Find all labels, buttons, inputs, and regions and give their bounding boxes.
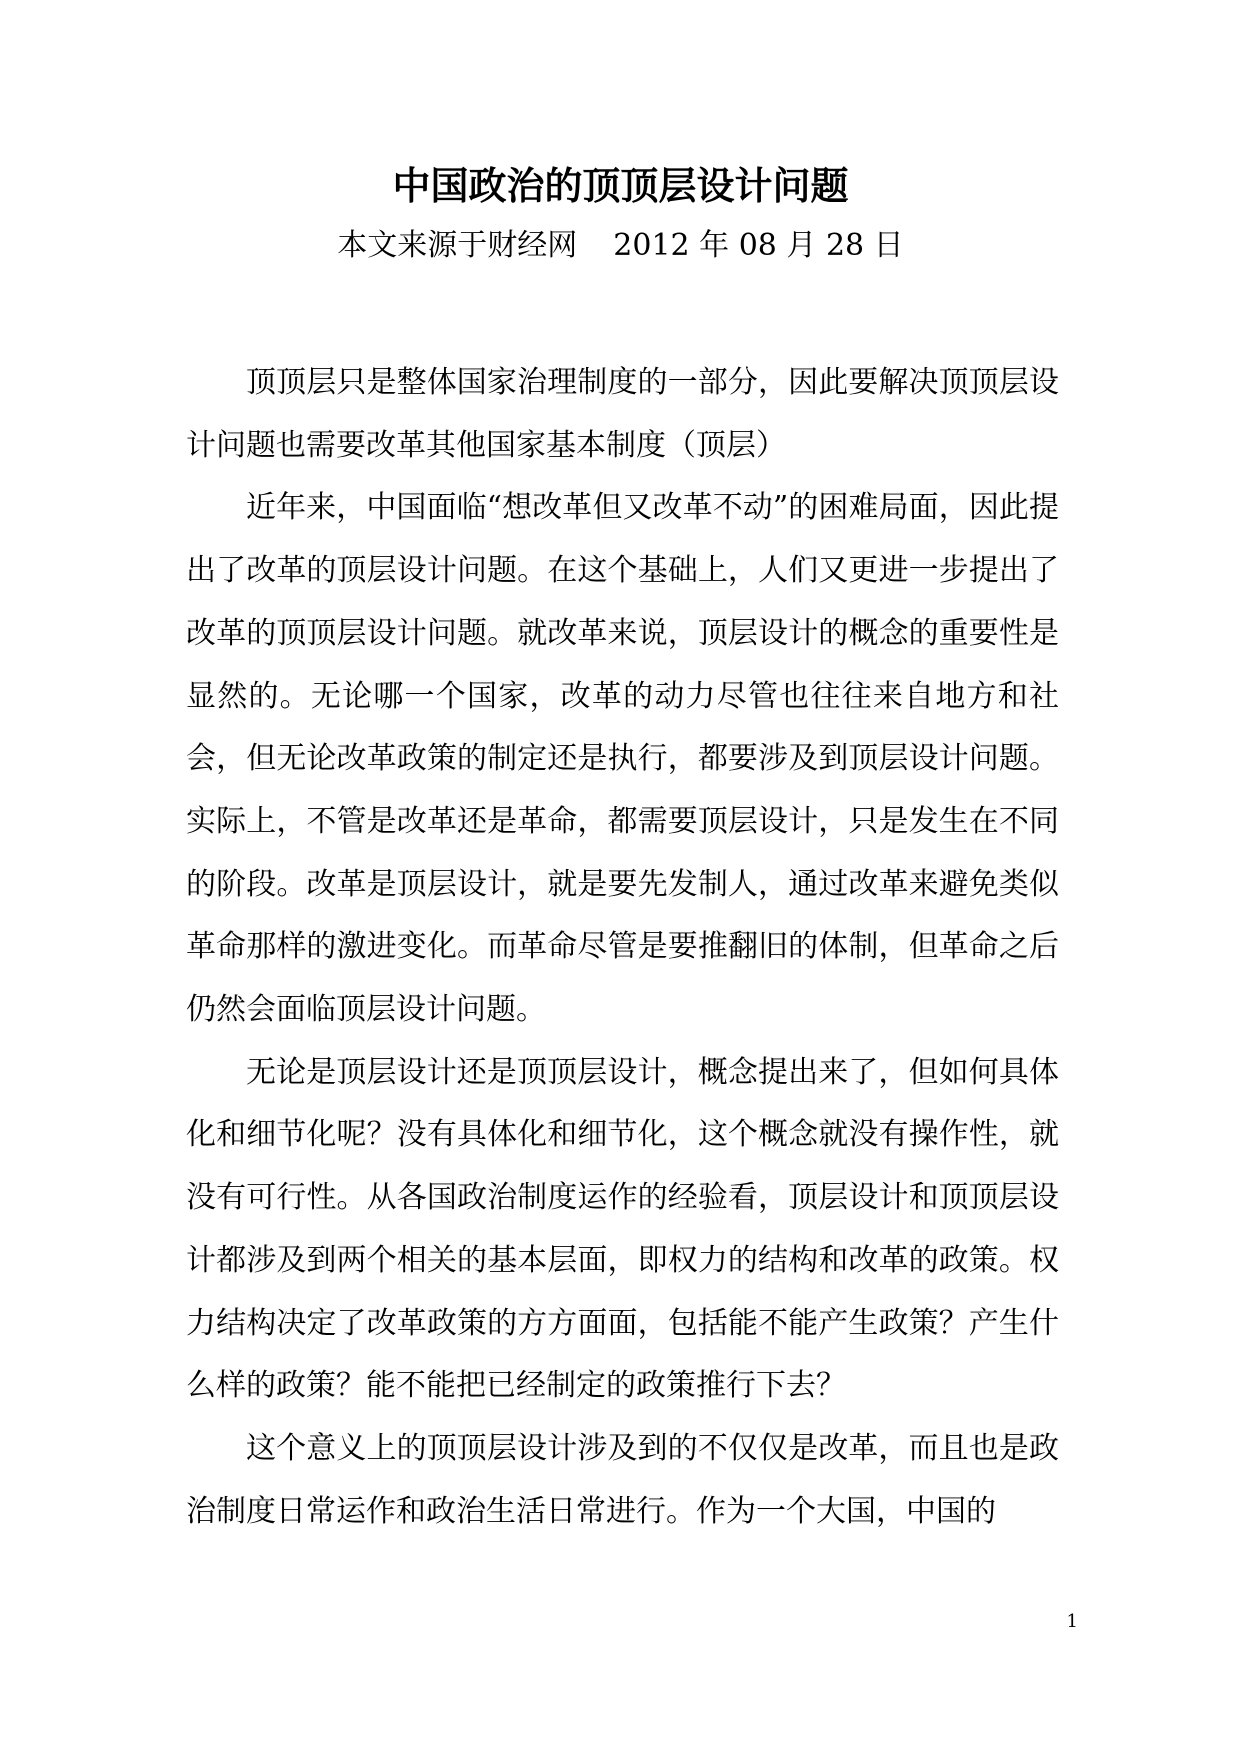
page-number: 1 xyxy=(1066,1611,1078,1632)
document-title: 中国政治的顶顶层设计问题 xyxy=(392,163,849,208)
paragraph-4: 这个意义上的顶顶层设计涉及到的不仅仅是改革，而且也是政治制度日常运作和政治生活日常进行。作为一个大国，中国的 xyxy=(186,1430,1059,1529)
source-line xyxy=(0,225,1241,267)
article-body xyxy=(186,352,1059,1543)
paragraph-2: 近年来，中国面临“想改革但又改革不动”的困难局面，因此提出了改革的顶层设计问题。在这个基础上，人们又更进一步提出了改革的顶顶层设计问题。就改革来说，顶层设计的概念的重要性是显然的。无论哪一个国家，改革的动力尽管也往往来自地方和社会，但无论改革政策的制定还是执行，都要涉及到顶层设计问题。实际上，不管是改革还是革命，都需要顶层设计，只是发生在不同的阶段。改革是顶层设计，就是要先发制人，通过改革来避免类似革命那样的激进变化。而革命尽管是要推翻旧的体制，但革命之后仍然会面临顶层设计问题。 xyxy=(186,490,1059,1028)
source-label: 本文来源于财经网 xyxy=(337,228,578,263)
publish-date: 2012 年 08 月 28 日 xyxy=(613,228,904,263)
paragraph-1: 顶顶层只是整体国家治理制度的一部分，因此要解决顶顶层设计问题也需要改革其他国家基本制度（顶层） xyxy=(186,365,1059,463)
paragraph-3: 无论是顶层设计还是顶顶层设计，概念提出来了，但如何具体化和细节化呢？没有具体化和细节化，这个概念就没有操作性，就没有可行性。从各国政治制度运作的经验看，顶层设计和顶顶层设计都涉及到两个相关的基本层面，即权力的结构和改革的政策。权力结构决定了改革政策的方方面面，包括能不能产生政策？产生什么样的政策？能不能把已经制定的政策推行下去？ xyxy=(186,1054,1059,1404)
